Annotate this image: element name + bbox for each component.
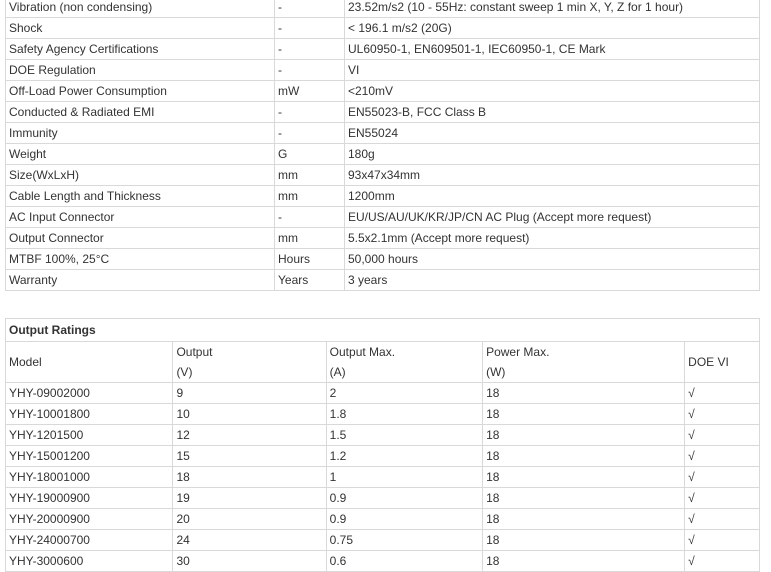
cell-current: 2 <box>326 383 482 404</box>
spec-value: 23.52m/s2 (10 - 55Hz: constant sweep 1 min X, Y, Z for 1 hour) <box>345 0 760 18</box>
cell-model: YHY-20000900 <box>6 509 173 530</box>
cell-voltage: 19 <box>173 488 326 509</box>
spec-unit: - <box>275 0 345 18</box>
ratings-row <box>6 530 760 551</box>
ratings-row <box>6 425 760 446</box>
spec-name: MTBF 100%, 25°C <box>6 249 275 270</box>
cell-power: 18 <box>483 488 685 509</box>
spec-unit: mm <box>275 228 345 249</box>
spec-row <box>6 144 760 165</box>
cell-current: 0.9 <box>326 509 482 530</box>
header-power-max-unit: (W) <box>483 362 685 383</box>
cell-power: 18 <box>483 425 685 446</box>
cell-voltage: 18 <box>173 467 326 488</box>
cell-current: 0.6 <box>326 551 482 572</box>
spec-unit: mW <box>275 81 345 102</box>
spec-row <box>6 60 760 81</box>
cell-model: YHY-18001000 <box>6 467 173 488</box>
spec-value: EN55024 <box>345 123 760 144</box>
cell-power: 18 <box>483 509 685 530</box>
spec-value: EN55023-B, FCC Class B <box>345 102 760 123</box>
spec-value: EU/US/AU/UK/KR/JP/CN AC Plug (Accept more request) <box>345 207 760 228</box>
cell-current: 1 <box>326 467 482 488</box>
spec-row <box>6 165 760 186</box>
cell-doe: √ <box>685 551 760 572</box>
spec-unit: mm <box>275 186 345 207</box>
cell-doe: √ <box>685 383 760 404</box>
cell-voltage: 9 <box>173 383 326 404</box>
spec-name: Off-Load Power Consumption <box>6 81 275 102</box>
spec-value: 50,000 hours <box>345 249 760 270</box>
ratings-row <box>6 467 760 488</box>
cell-doe: √ <box>685 425 760 446</box>
header-output-max: Output Max. <box>326 342 482 363</box>
spec-value: <210mV <box>345 81 760 102</box>
spec-row <box>6 0 760 18</box>
header-output-unit: (V) <box>173 362 326 383</box>
header-model: Model <box>6 342 173 383</box>
spec-name: Cable Length and Thickness <box>6 186 275 207</box>
spec-row <box>6 102 760 123</box>
cell-voltage: 12 <box>173 425 326 446</box>
spec-value: UL60950-1, EN609501-1, IEC60950-1, CE Mark <box>345 39 760 60</box>
ratings-row <box>6 551 760 572</box>
spec-value: 3 years <box>345 270 760 291</box>
ratings-title-row <box>6 319 760 342</box>
output-ratings-table <box>5 318 760 572</box>
spec-name: AC Input Connector <box>6 207 275 228</box>
cell-power: 18 <box>483 404 685 425</box>
spec-name: Conducted & Radiated EMI <box>6 102 275 123</box>
spec-unit: - <box>275 123 345 144</box>
spec-unit: mm <box>275 165 345 186</box>
header-doe: DOE VI <box>685 342 760 383</box>
cell-model: YHY-1201500 <box>6 425 173 446</box>
cell-current: 0.75 <box>326 530 482 551</box>
ratings-row <box>6 446 760 467</box>
cell-power: 18 <box>483 383 685 404</box>
header-output-max-unit: (A) <box>326 362 482 383</box>
header-power-max: Power Max. <box>483 342 685 363</box>
cell-current: 0.9 <box>326 488 482 509</box>
ratings-title: Output Ratings <box>6 319 760 342</box>
cell-model: YHY-24000700 <box>6 530 173 551</box>
cell-model: YHY-3000600 <box>6 551 173 572</box>
ratings-row <box>6 383 760 404</box>
cell-model: YHY-09002000 <box>6 383 173 404</box>
ratings-row <box>6 509 760 530</box>
cell-voltage: 30 <box>173 551 326 572</box>
spec-name: Immunity <box>6 123 275 144</box>
cell-doe: √ <box>685 488 760 509</box>
cell-current: 1.2 <box>326 446 482 467</box>
header-output: Output <box>173 342 326 363</box>
spec-value: VI <box>345 60 760 81</box>
spec-row <box>6 249 760 270</box>
cell-current: 1.5 <box>326 425 482 446</box>
spec-name: Safety Agency Certifications <box>6 39 275 60</box>
spec-row <box>6 186 760 207</box>
spec-name: Weight <box>6 144 275 165</box>
spec-unit: - <box>275 18 345 39</box>
cell-doe: √ <box>685 530 760 551</box>
cell-power: 18 <box>483 446 685 467</box>
spec-unit: - <box>275 60 345 81</box>
cell-voltage: 10 <box>173 404 326 425</box>
spec-row <box>6 207 760 228</box>
cell-doe: √ <box>685 446 760 467</box>
spec-row <box>6 81 760 102</box>
spec-unit: Hours <box>275 249 345 270</box>
ratings-header-row <box>6 342 760 363</box>
spec-unit: G <box>275 144 345 165</box>
spec-value: < 196.1 m/s2 (20G) <box>345 18 760 39</box>
cell-voltage: 20 <box>173 509 326 530</box>
spec-table <box>5 0 760 291</box>
spec-unit: Years <box>275 270 345 291</box>
spec-name: Output Connector <box>6 228 275 249</box>
spec-unit: - <box>275 39 345 60</box>
spec-name: Warranty <box>6 270 275 291</box>
spec-name: Size(WxLxH) <box>6 165 275 186</box>
cell-model: YHY-15001200 <box>6 446 173 467</box>
spec-row <box>6 18 760 39</box>
spec-value: 180g <box>345 144 760 165</box>
cell-voltage: 24 <box>173 530 326 551</box>
spec-name: Shock <box>6 18 275 39</box>
cell-doe: √ <box>685 404 760 425</box>
spec-unit: - <box>275 102 345 123</box>
cell-model: YHY-10001800 <box>6 404 173 425</box>
cell-doe: √ <box>685 467 760 488</box>
spec-value: 93x47x34mm <box>345 165 760 186</box>
cell-power: 18 <box>483 530 685 551</box>
cell-current: 1.8 <box>326 404 482 425</box>
spec-unit: - <box>275 207 345 228</box>
ratings-row <box>6 488 760 509</box>
cell-doe: √ <box>685 509 760 530</box>
cell-power: 18 <box>483 551 685 572</box>
cell-power: 18 <box>483 467 685 488</box>
ratings-row <box>6 404 760 425</box>
spec-value: 5.5x2.1mm (Accept more request) <box>345 228 760 249</box>
spec-row <box>6 123 760 144</box>
spec-row <box>6 228 760 249</box>
spec-value: 1200mm <box>345 186 760 207</box>
spec-row <box>6 39 760 60</box>
spec-row <box>6 270 760 291</box>
spec-name: DOE Regulation <box>6 60 275 81</box>
spec-name: Vibration (non condensing) <box>6 0 275 18</box>
cell-model: YHY-19000900 <box>6 488 173 509</box>
cell-voltage: 15 <box>173 446 326 467</box>
